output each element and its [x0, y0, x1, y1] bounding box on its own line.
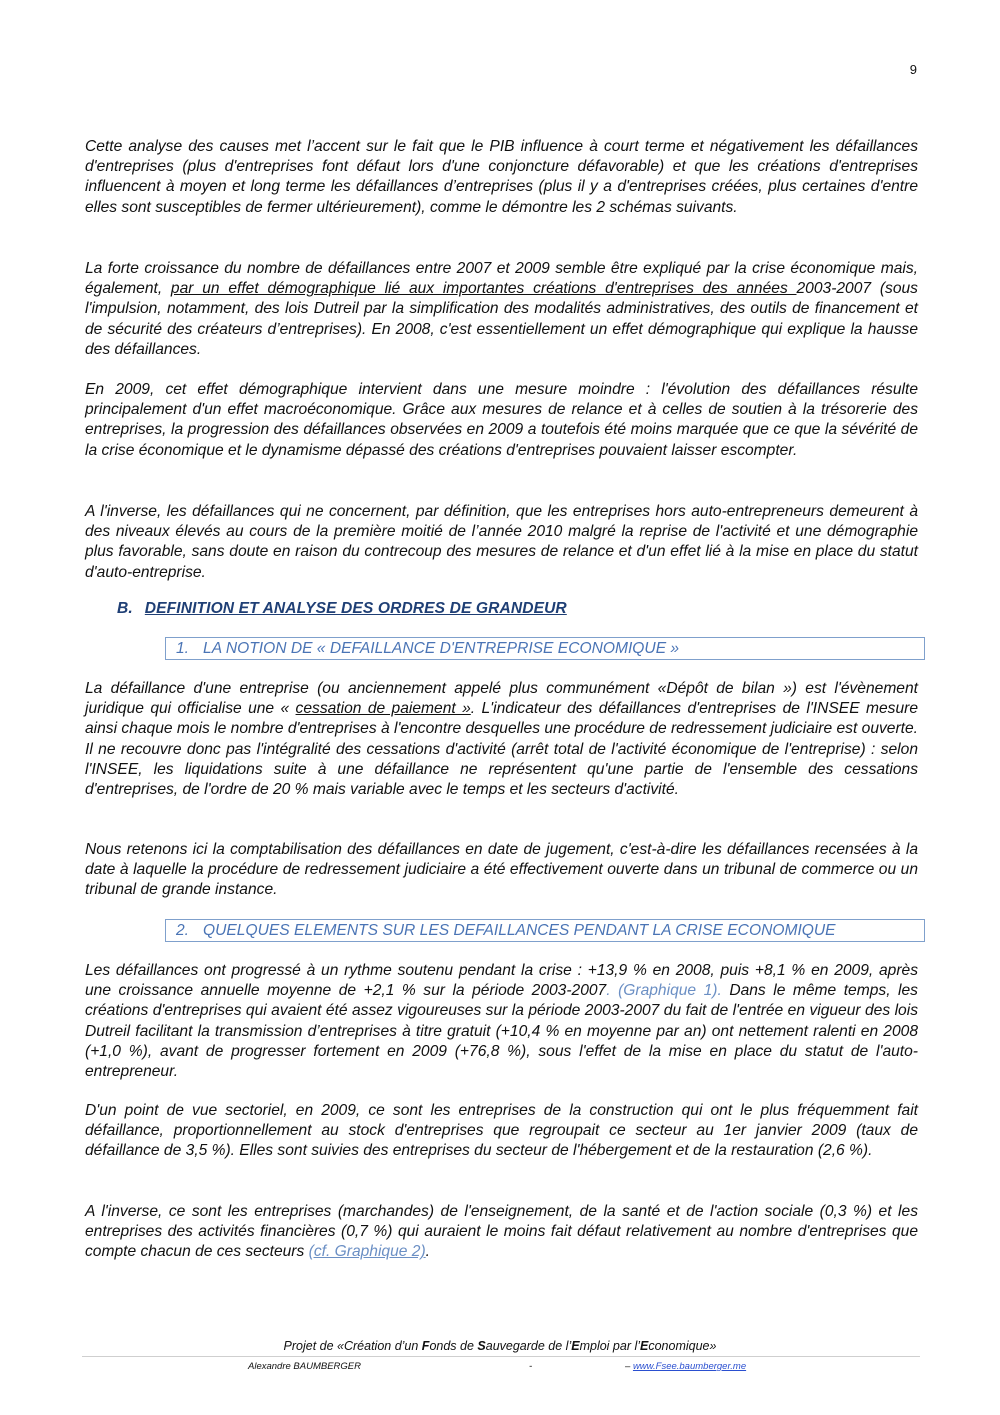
section-b-letter: B. — [117, 600, 133, 617]
paragraph-7-text-a: Les défaillances ont progressé à un rythme soutenu pendant la crise : +13,9 % en 2008, puis +8,1 % en 2009, après une croissance annuelle moyenne de +2,1 % sur la période 2003-2007 — [85, 962, 918, 1000]
footer-author: Alexandre BAUMBERGER — [248, 1361, 361, 1372]
footer-title — [0, 1339, 1000, 1353]
page-number: 9 — [909, 62, 917, 77]
subsection-2-title: QUELQUES ELEMENTS SUR LES DEFAILLANCES PENDANT LA CRISE ECONOMIQUE — [203, 922, 836, 939]
subsection-2-box — [165, 919, 925, 942]
paragraph-4: A l'inverse, les défaillances qui ne concernent, par définition, que les entreprises hors auto-entrepreneurs demeurent à des niveaux élevés au cours de la première moitié de l’année 2010 malgré la reprise de l'activité et une démographie plus favorable, sans doute en raison du contrecoup des mesures de relance et d'un effet lié à la mise en place du statut d'auto-entreprise. — [85, 503, 918, 581]
paragraph-7 — [85, 961, 918, 1082]
footer-title-part: mploi par l’ — [579, 1339, 641, 1353]
section-b-heading — [117, 600, 567, 618]
paragraph-5 — [85, 679, 918, 800]
paragraph-2-text-c: 2003-2007 (sous l'impulsion, notamment, des lois Dutreil par la simplification des modalités administratives, des outils de financement et de sécurité des créateurs d’entreprises). En 2008, c'est essentiellement un effet démographique qui explique la hausse des défaillances. — [85, 280, 918, 358]
footer-title-part: conomique» — [648, 1339, 717, 1353]
paragraph-1: Cette analyse des causes met l’accent sur le fait que le PIB influence à court terme et négativement les défaillances d'entreprises (plus d'entreprises font défaut lors d'une conjoncture défavorable) et que les créations d'entreprises influencent à moyen et long terme les défaillances d’entreprises (plus il y a d'entreprises créées, plus certaines d'entre elles sont susceptibles de fermer ultérieurement), comme le démontre les 2 schémas suivants. — [85, 138, 918, 216]
subsection-2-number: 2. — [176, 922, 190, 939]
paragraph-7-text-c: Dans le même temps, les créations d'entreprises qui avaient été assez vigoureuses sur la période 2003-2007 du fait de l'entrée en vigueur des lois Dutreil facilitant la transmission d’entreprises à titre gratuit (+10,4 % en moyenne par an) ont nettement ralenti en 2008 (+1,0 %), avant de progresser fortement en 2009 (+76,8 %), sous l'effet de la mise en place du statut de l'auto-entrepreneur. — [85, 982, 918, 1081]
paragraph-9-text-c: . — [425, 1243, 430, 1261]
paragraph-3: En 2009, cet effet démographique intervient dans une mesure moindre : l'évolution des défaillances résulte principalement d'un effet macroéconomique. Grâce aux mesures de relance et à celles de soutien à la trésorerie des entreprises, la progression des défaillances observées en 2009 a toutefois été moins marquée que ce que la sévérité de la crise économique et le dynamisme dépassé des créations d'entreprises pouvaient laisser escompter. — [85, 381, 918, 459]
subsection-1-number: 1. — [176, 640, 190, 657]
footer-website — [625, 1361, 746, 1372]
paragraph-2-text-a: La forte croissance du nombre de défaillances entre 2007 et 2009 semble être expliqué par la crise économique mais, également, — [85, 260, 918, 298]
footer-website-link[interactable]: www.Fsee.baumberger.me — [632, 1361, 747, 1372]
paragraph-9 — [85, 1202, 918, 1263]
graphique-2-link[interactable]: (cf. Graphique 2) — [308, 1243, 426, 1261]
subsection-1-title: LA NOTION DE « DEFAILLANCE D'ENTREPRISE ECONOMIQUE » — [203, 640, 680, 657]
footer-title-part: Projet de «Création d’un — [283, 1339, 422, 1353]
footer-initial-e: E — [571, 1339, 580, 1353]
footer-initial-f: F — [421, 1339, 430, 1353]
paragraph-2-underlined: par un effet démographique lié aux importantes créations d'entreprises des années — [170, 280, 797, 298]
paragraph-5-underlined: cessation de paiement » — [295, 700, 471, 718]
footer-initial-e: E — [640, 1339, 649, 1353]
paragraph-5-text-c: . L'indicateur des défaillances d'entreprises de l'INSEE mesure ainsi chaque mois le nombre d'entreprises à l'encontre desquelles une procédure de redressement judiciaire est ouverte. Il ne recouvre donc pas l'intégralité des cessations d'activité (arrêt total de l'activité économique de l'entreprise) : selon l'INSEE, les liquidations suite à une défaillance ne représentent qu'une partie de l'ensemble des cessations d'entreprises, de l'ordre de 20 % mais variable avec le temps et les secteurs d'activité. — [85, 700, 918, 799]
footer-title-part: onds de — [429, 1339, 478, 1353]
footer-link-prefix: – — [625, 1361, 633, 1372]
paragraph-8: D'un point de vue sectoriel, en 2009, ce sont les entreprises de la construction qui ont le plus fréquemment fait défaillance, proportionnellement au stock d'entreprises que regroupait ce secteur au 1er janvier 2009 (taux de défaillance de 3,5 %). Elles sont suivies des entreprises du secteur de l'hébergement et de la restauration (2,6 %). — [85, 1102, 918, 1160]
paragraph-5-text-a: La défaillance d'une entreprise (ou anciennement appelé plus communément «Dépôt de bilan ») est l'évènement juridique qui officialise une « — [85, 680, 918, 718]
graphique-1-reference: . (Graphique 1). — [606, 982, 722, 1000]
paragraph-9-text-a: A l'inverse, ce sont les entreprises (marchandes) de l'enseignement, de la santé et de l'action sociale (0,3 %) et les entreprises des activités financières (0,7 %) qui auraient le moins fait défaut relativement au nombre d'entreprises que compte chacun de ces secteurs — [85, 1203, 918, 1261]
footer-initial-s: S — [477, 1339, 486, 1353]
subsection-1-box — [165, 637, 925, 660]
footer-divider — [82, 1356, 920, 1357]
paragraph-2 — [85, 259, 918, 360]
footer-title-part: auvegarde de l’ — [485, 1339, 572, 1353]
paragraph-6: Nous retenons ici la comptabilisation des défaillances en date de jugement, c'est-à-dire les défaillances recensées à la date à laquelle la procédure de redressement judiciaire a été effectivement ouverte dans un tribunal de commerce ou un tribunal de grande instance. — [85, 841, 918, 899]
section-b-title: DEFINITION ET ANALYSE DES ORDRES DE GRANDEUR — [144, 600, 567, 617]
footer-dash: - — [529, 1361, 533, 1372]
